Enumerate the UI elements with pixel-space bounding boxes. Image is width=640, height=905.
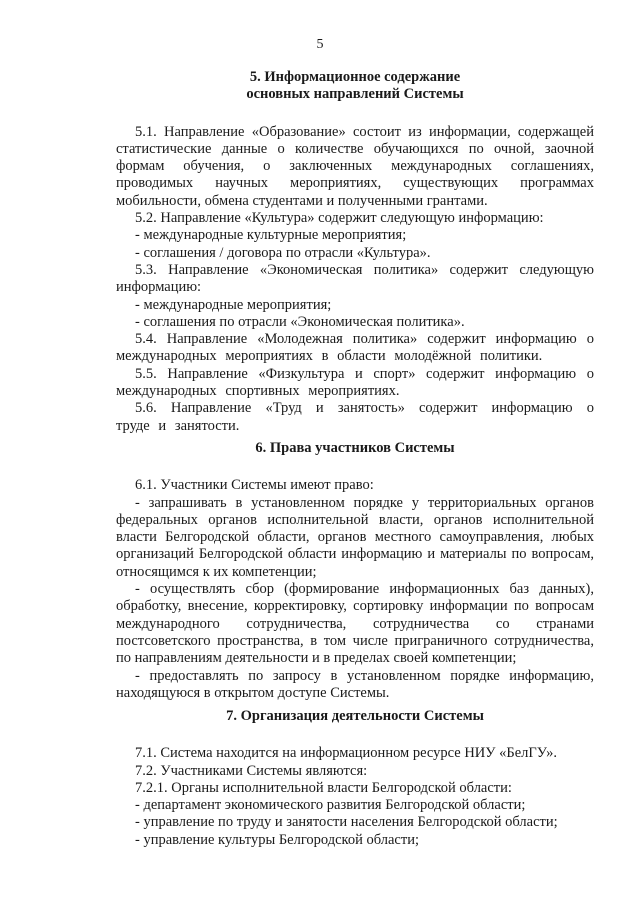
para-5-6: 5.6. Направление «Труд и занятость» содержит информацию о труде и занятости.: [116, 400, 594, 434]
section-5: [116, 69, 594, 435]
para-6-1-item-1: - запрашивать в установленном порядке у территориальных органов федеральных органов исполнительной власти, органов исполнительной власти Белгородской области, органов местного самоуправления, любых организаций Белгородской области информацию и материалы по вопросам, относящимся к их компетенции;: [116, 494, 594, 580]
para-5-2: 5.2. Направление «Культура» содержит следующую информацию:: [135, 210, 544, 227]
section-5-title-line-2: основных направлений Системы: [246, 86, 464, 103]
para-5-1: 5.1. Направление «Образование» состоит из информации, содержащей статистические данные о количестве обучающихся по очной, заочной формам обучения, о заключенных международных соглашениях, проводимых научных мероприятиях, существующих программах мобильности, обмена студентами и полученными грантами.: [116, 123, 594, 209]
para-5-3-item-1: - международные мероприятия;: [135, 296, 332, 313]
para-5-5: 5.5. Направление «Физкультура и спорт» содержит информацию о международных спортивных мероприятиях.: [116, 365, 594, 400]
para-5-3: 5.3. Направление «Экономическая политика» содержит следующую информацию:: [116, 261, 594, 296]
para-7-2-1: 7.2.1. Органы исполнительной власти Белгородской области:: [135, 779, 512, 796]
page-number: 5: [316, 37, 324, 52]
para-7-2-1-item-1: - департамент экономического развития Белгородской области;: [135, 797, 526, 814]
section-6-title-line-1: 6. Права участников Системы: [255, 440, 455, 456]
section-6: [116, 440, 594, 702]
para-5-2-item-2: - соглашения / договора по отрасли «Культура».: [135, 244, 431, 261]
para-7-2-1-item-2: - управление по труду и занятости населения Белгородской области;: [135, 814, 558, 831]
para-5-2-item-1: - международные культурные мероприятия;: [135, 227, 407, 244]
para-6-1-item-2: - осуществлять сбор (формирование информационных баз данных), обработку, внесение, корректировку, сортировку информации по вопросам международного сотрудничества, сотрудничества со странами постсоветского пространства, в том числе приграничного сотрудничества, по направлениям деятельности и в пределах своей компетенции;: [116, 581, 594, 667]
para-7-2: 7.2. Участниками Системы являются:: [135, 762, 368, 779]
para-7-1: 7.1. Система находится на информационном ресурсе НИУ «БелГУ».: [135, 745, 558, 762]
para-5-3-item-2: - соглашения по отрасли «Экономическая политика».: [135, 313, 465, 330]
para-7-2-1-item-3: - управление культуры Белгородской области;: [135, 831, 419, 848]
section-5-title-line-1: 5. Информационное содержание: [249, 69, 461, 85]
section-7: [116, 708, 594, 849]
para-5-4: 5.4. Направление «Молодежная политика» содержит информацию о международных мероприятиях в области молодёжной политики.: [116, 331, 594, 365]
section-7-title: [116, 708, 594, 725]
section-6-title: [116, 440, 594, 457]
section-5-title: [116, 69, 594, 104]
section-7-title-line-1: 7. Организация деятельности Системы: [226, 708, 484, 724]
para-6-1-item-3: - предоставлять по запросу в установленном порядке информацию, находящуюся в открытом доступе Системы.: [116, 667, 594, 701]
para-6-1: 6.1. Участники Системы имеют право:: [135, 477, 374, 494]
